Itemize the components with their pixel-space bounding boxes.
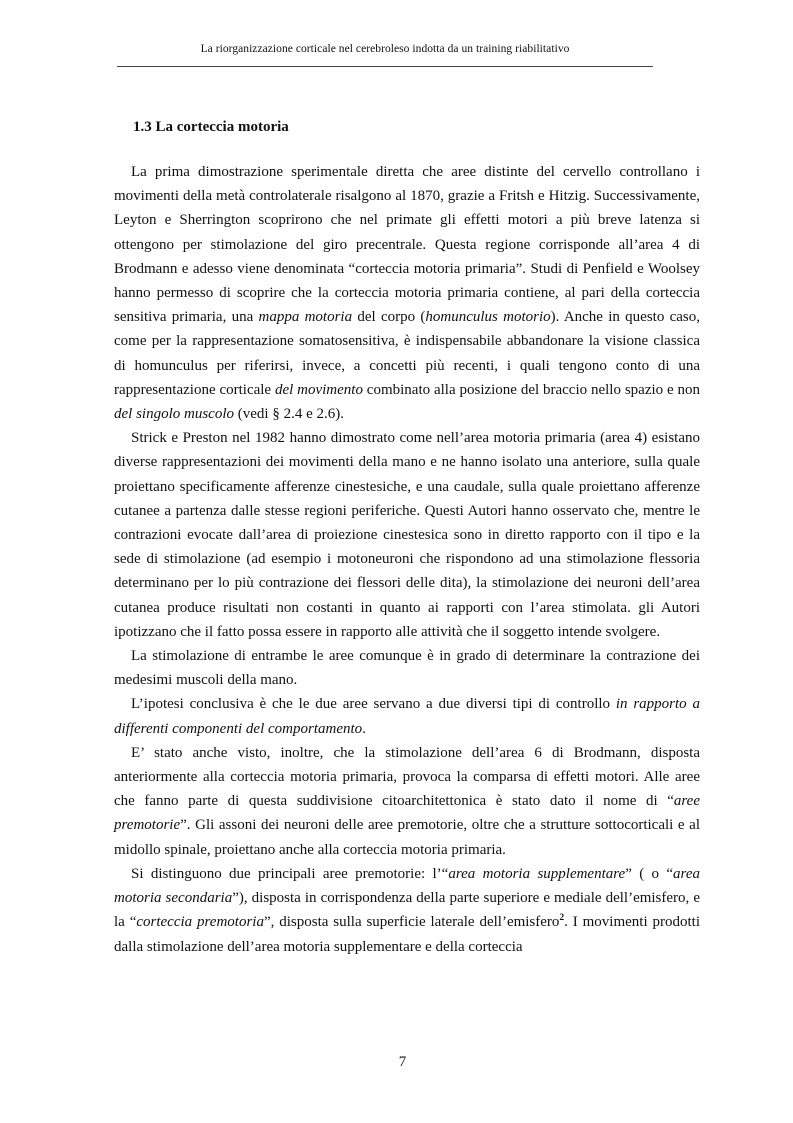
page-number: 7 [398,1054,407,1070]
header-rule [117,66,653,67]
paragraph-2: Strick e Preston nel 1982 hanno dimostrato come nell’area motoria primaria (area 4) esistano diverse rappresentazioni dei movimenti della mano e ne hanno isolato una anteriore, sulla quale proiettano specificamente afferenze cinestesiche, e una caudale, sulla quale proiettano afferenze cutanee a partenza dalle stesse regioni periferiche. Questi Autori hanno osservato che, mentre le contrazioni evocate dall’area di proiezione cinestesica sono in diretto rapporto con il tipo e la sede di stimolazione (ad esempio i motoneuroni che rispondono ad una stimolazione flessoria determinano per lo più contrazione dei flessori delle dita), la stimolazione dei neuroni dell’area cutanea produce risultati non costanti in quanto ai rapporti con l’area stimolata. gli Autori ipotizzano che il fatto possa essere in rapporto alle attività che il soggetto intende svolgere. [114,430,700,640]
paragraph-text: E’ stato anche visto, inoltre, che la stimolazione dell’area 6 di Brodmann, disposta anteriormente alla corteccia motoria primaria, provoca la comparsa di effetti motori. Alle aree che fanno parte di questa suddivisione citoarchitettonica è stato dato il nome di “ [114,744,700,810]
paragraph-text: (vedi § 2.4 e 2.6). [234,406,344,423]
italic-term: mappa motoria [258,309,353,326]
paragraph-text: ”. Gli assoni dei neuroni delle aree premotorie, oltre che a strutture sottocorticali e al midollo spinale, proiettano anche alla corteccia motoria primaria. [114,817,700,858]
footnote-ref[interactable]: 2 [559,913,565,924]
paragraph-text: del corpo ( [352,309,426,326]
paragraph-text: ” ( o “ [625,865,674,882]
running-header: La riorganizzazione corticale nel cerebroleso indotta da un training riabilitativo [200,43,570,55]
paragraph-text: ). Anche in questo caso, come per la rappresentazione somatosensitiva, è indispensabile abbandonare la visione classica di homunculus per riferirsi, invece, a concetti più recenti, i quali tengono conto di una rappresentazione corticale [114,309,700,398]
section-title: 1.3 La corteccia motoria [133,119,289,135]
italic-term: area motoria supplementare [448,865,626,882]
paragraph-5 [114,741,700,862]
italic-term: del movimento [274,381,363,398]
paragraph-text: Si distinguono due principali aree premotorie: l’“ [131,865,449,882]
paragraph-text: L’ipotesi conclusiva è che le due aree servano a due diversi tipi di controllo [131,696,616,713]
paragraph-text: La prima dimostrazione sperimentale diretta che aree distinte del cervello controllano i movimenti della metà controlaterale risalgono al 1870, grazie a Fritsh e Hitzig. Successivamente, Leyton e Sherrington scoprirono che nel primate gli effetti motori a più breve latenza si ottengono per stimolazione del giro precentrale. Questa regione corrisponde all’area 4 di Brodmann e adesso viene denominata “corteccia motoria primaria”. Studi di Penfield e Woolsey hanno permesso di scoprire che la corteccia motoria primaria contiene, al pari della corteccia sensitiva primaria, una [114,164,700,326]
italic-term: in rapporto a differenti componenti del comportamento [114,696,700,737]
italic-term: corteccia premotoria [136,914,264,931]
paragraph-1 [114,160,700,426]
italic-term: del singolo muscolo [114,406,234,423]
paragraph-4 [114,692,700,740]
paragraph-text: ”), disposta in corrispondenza della parte superiore e mediale dell’emisfero, e la “ [114,890,700,931]
italic-term: area motoria secondaria [114,865,700,907]
paragraph-text: ”, disposta sulla superficie laterale dell’emisfero [263,914,560,931]
body-text [114,160,700,959]
paragraph-text: . I movimenti prodotti dalla stimolazione dell’area motoria supplementare e della corteccia [114,914,700,955]
paragraph-text: combinato alla posizione del braccio nello spazio e non [362,381,701,398]
paragraph-3: La stimolazione di entrambe le aree comunque è in grado di determinare la contrazione dei medesimi muscoli della mano. [114,648,700,689]
italic-term: homunculus motorio [425,309,551,326]
paragraph-text: . [362,720,366,737]
paragraph-6 [114,862,700,959]
italic-term: aree premotorie [114,793,700,834]
